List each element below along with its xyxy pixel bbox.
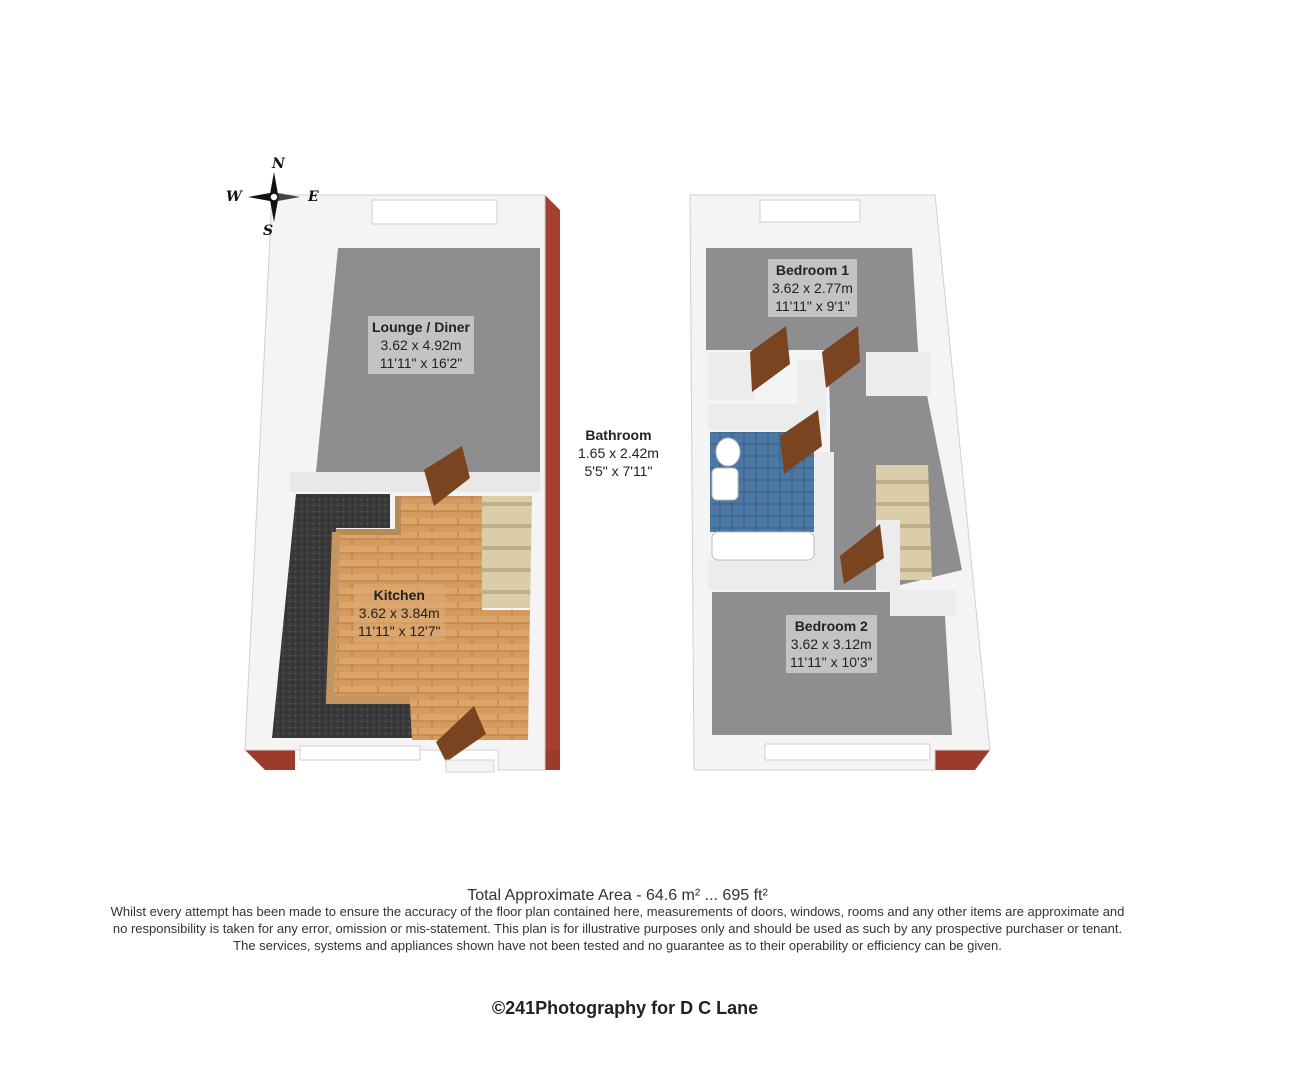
lounge-window <box>372 200 497 224</box>
disclaimer-line-2: no responsibility is taken for any error, omission or mis-statement. This plan is for illustrative purposes only and should be used as such by any prospective purchaser or tenant. <box>112 921 1123 936</box>
bedroom1-label <box>768 259 857 317</box>
bedroom1-window <box>760 200 860 222</box>
lounge-imperial: 11'11" x 16'2" <box>379 355 463 371</box>
kitchen-imperial: 11'11" x 12'7" <box>358 623 441 639</box>
compass-west: W <box>226 189 242 205</box>
lounge-name: Lounge / Diner <box>372 319 470 335</box>
brick-edge-right <box>545 195 560 770</box>
ground-stairs <box>482 496 532 608</box>
bathroom-metric: 1.65 x 2.42m <box>578 445 659 461</box>
divider-wall <box>290 472 540 492</box>
bedroom2-metric: 3.62 x 3.12m <box>790 636 872 652</box>
front-step <box>446 760 494 772</box>
brick-edge-right-2 <box>935 750 990 770</box>
bathroom-name: Bathroom <box>585 427 652 443</box>
bedroom2-wall-step <box>890 590 956 616</box>
total-area: Total Approximate Area - 64.6 m² ... 695 ft² <box>467 887 768 904</box>
lounge-label <box>368 316 474 374</box>
bedroom1-imperial: 11'11" x 9'1" <box>775 298 850 314</box>
compass-south: S <box>263 223 274 239</box>
kitchen-name: Kitchen <box>373 587 425 603</box>
bathroom-label <box>578 426 659 480</box>
bathroom-imperial: 5'5" x 7'11" <box>584 463 653 479</box>
cupboard-wall <box>708 352 754 400</box>
bedroom2-window <box>765 744 930 760</box>
photography-credit: ©241Photography for D C Lane <box>491 998 759 1018</box>
compass-east: E <box>308 189 319 205</box>
disclaimer-line-3: The services, systems and appliances shown have not been tested and no guarantee as to their operability or efficiency can be given. <box>233 938 1002 953</box>
kitchen-label <box>354 584 445 642</box>
disclaimer-line-1: Whilst every attempt has been made to ensure the accuracy of the floor plan contained here, measurements of doors, windows, rooms and any other items are approximate and <box>110 904 1125 919</box>
bathroom-wall-right <box>814 452 834 564</box>
bath <box>712 532 814 560</box>
ground-floor <box>245 195 560 772</box>
bathroom-wall-bottom <box>708 560 834 590</box>
kitchen-metric: 3.62 x 3.84m <box>358 605 440 621</box>
landing-wall-2 <box>866 352 930 396</box>
disclaimer <box>40 903 1195 954</box>
bedroom2-imperial: 11'11" x 10'3" <box>790 654 873 670</box>
lounge-metric: 3.62 x 4.92m <box>380 337 462 353</box>
brick-edge-left <box>245 750 295 770</box>
bedroom1-name: Bedroom 1 <box>775 262 850 278</box>
compass-north: N <box>272 156 285 172</box>
kitchen-window <box>300 746 420 760</box>
landing-wall-1 <box>798 360 826 410</box>
basin <box>712 468 738 500</box>
bedroom2-label <box>786 615 877 673</box>
bedroom2-name: Bedroom 2 <box>794 618 868 634</box>
toilet <box>716 438 740 466</box>
bedroom1-metric: 3.62 x 2.77m <box>772 280 853 296</box>
